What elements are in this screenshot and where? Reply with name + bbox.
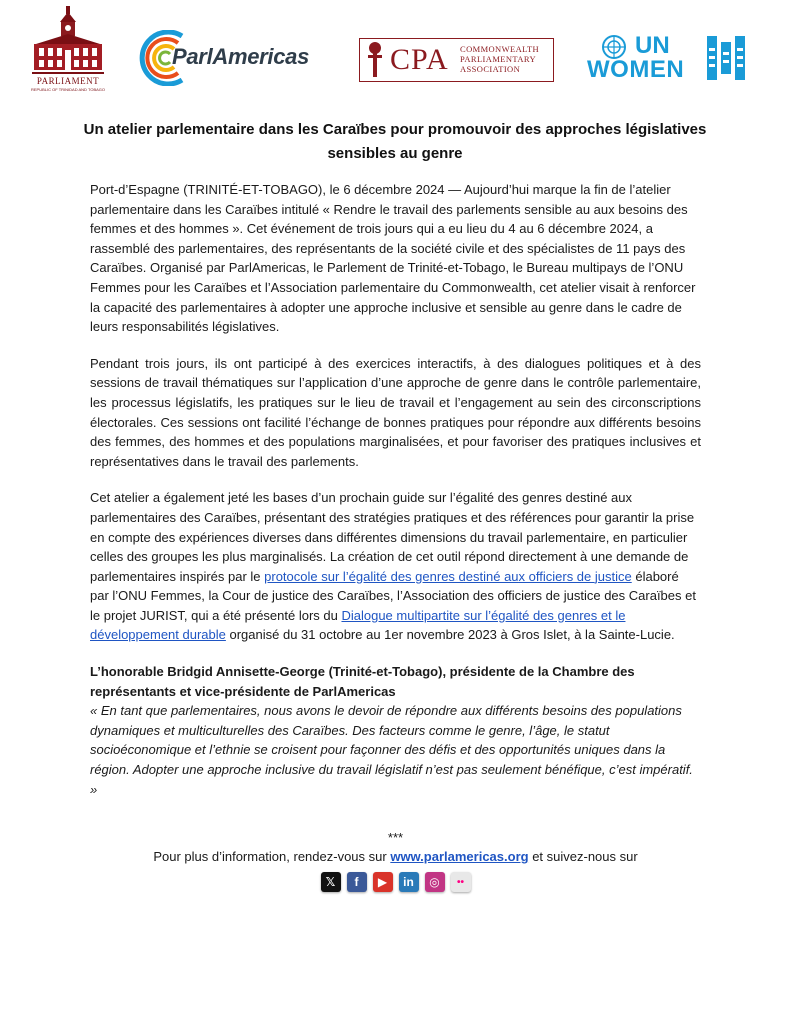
website-link[interactable]: www.parlamericas.org: [390, 849, 529, 864]
press-release-title: Un atelier parlementaire dans les Caraïbes pour promouvoir des approches législatives sensibles au genre: [83, 121, 707, 162]
youtube-icon[interactable]: ▶: [373, 872, 393, 892]
mace-icon: [364, 41, 386, 79]
logo-banner: [0, 0, 791, 100]
paragraph-guide: [90, 488, 701, 645]
quote-text: « En tant que parlementaires, nous avons le devoir de répondre aux différents besoins des populations dynamiques et multiculturelles des Caraïbes. Des facteurs comme le genre, l’âge, le statut socioéconomique et l’ethnie se croisent pour façonner des défis et des opportunités uniques dans la région. Adopter une approche inclusive du travail législatif n’est pas seulement bénéfique, c’est impératif. »: [90, 703, 693, 797]
cpa-line-2: PARLIAMENTARY: [460, 54, 536, 64]
paragraph-guide-text-c: organisé du 31 octobre au 1er novembre 2023 à Gros Islet, à la Sainte-Lucie.: [225, 627, 675, 643]
footer-text-b: et suivez-nous sur: [528, 849, 638, 864]
cpa-fullname: [460, 44, 539, 74]
parlamericas-wordmark: ParlAmericas: [172, 44, 310, 69]
footer-text-a: Pour plus d’information, rendez-vous sur: [153, 849, 391, 864]
unwomen-un-text: UN: [635, 32, 670, 59]
separator-stars: ***: [387, 830, 404, 845]
dialogue-link[interactable]: Dialogue multipartite sur l’égalité des genres et le développement durable: [90, 607, 626, 643]
parliament-building-icon: [30, 4, 106, 76]
parliament-logo: [30, 4, 106, 92]
parliament-caption: PARLIAMENT: [36, 76, 100, 86]
paragraph-intro: Port-d’Espagne (TRINITÉ-ET-TOBAGO), le 6 décembre 2024 — Aujourd’hui marque la fin de l’atelier parlementaire dans les Caraïbes intitulé « Rendre le travail des parlements sensible au aux besoins des femmes et des hommes ». Cet événement de trois jours qui a eu lieu du 4 au 6 décembre 2024, a rassemblé des parlementaires, des représentants de la société civile et des spécialistes de 11 pays des Caraïbes. Organisé par ParlAmericas, le Parlement de Trinité-et-Tobago, le Bureau multipays de l’ONU Femmes pour les Caraïbes et l’Association parlementaire du Commonwealth, cet atelier visait à renforcer la capacité des parlementaires à adopter une approche inclusive et sensible au genre dans le cadre de leurs responsabilités législatives.: [90, 182, 696, 335]
quote-attribution: L’honorable Bridgid Annisette-George (Trinité-et-Tobago), présidente de la Chambre des représentants et vice-présidente de ParlAmericas: [90, 664, 635, 699]
instagram-icon[interactable]: ◎: [425, 872, 445, 892]
press-release-body: [90, 180, 701, 799]
cpa-line-1: COMMONWEALTH: [460, 44, 540, 54]
cpa-logo: [359, 38, 554, 82]
footer: [90, 828, 701, 892]
paragraph-sessions: Pendant trois jours, ils ont participé à des exercices interactifs, à des dialogues politiques et à des sessions de travail thématiques sur l’application d’une approche de genre dans le contrôle parlementaire, les processus législatifs, les pratiques sur le lieu de travail et l’engagement au sein des circonscriptions électorales. Ces sessions ont facilité l’échange de bonnes pratiques pour répondre aux différents besoins des femmes, des hommes et des populations marginalisées, et pour favoriser des pratiques inclusives et représentatives dans le travail des parlements.: [90, 355, 701, 469]
x-icon[interactable]: 𝕏: [321, 872, 341, 892]
parliament-subcaption: REPUBLIC OF TRINIDAD AND TOBAGO: [30, 87, 105, 92]
equality-symbol-icon: [707, 36, 745, 82]
paragraph-guide-text-a: Cet atelier a également jeté les bases d’un prochain guide sur l’égalité des genres destiné aux parlementaires des Caraïbes, présentant des stratégies pratiques et des références pour garantir la prise en compte des expériences diverses dans différentes dimensions du travail parlementaire, en particulier celles des groupes les plus marginalisés. La création de cet outil répond directement à une demande de parlementaires inspirés par le: [90, 490, 695, 584]
footer-info: [90, 847, 701, 866]
social-icons: [90, 872, 701, 892]
protocol-link[interactable]: protocole sur l’égalité des genres destiné aux officiers de justice: [264, 568, 632, 584]
cpa-abbreviation: CPA: [390, 43, 449, 76]
flickr-icon[interactable]: ••: [451, 872, 471, 892]
facebook-icon[interactable]: f: [347, 872, 367, 892]
parlamericas-logo: [136, 30, 336, 86]
unwomen-women-text: WOMEN: [587, 56, 685, 83]
cpa-line-3: ASSOCIATION: [460, 64, 521, 74]
linkedin-icon[interactable]: in: [399, 872, 419, 892]
paragraph-guide-text-b: élaboré par l’ONU Femmes, la Cour de justice des Caraïbes, l’Association des officiers de justice des Caraïbes et le projet JURIST, qui a été présenté lors du: [90, 568, 696, 623]
unwomen-logo: [587, 34, 747, 82]
